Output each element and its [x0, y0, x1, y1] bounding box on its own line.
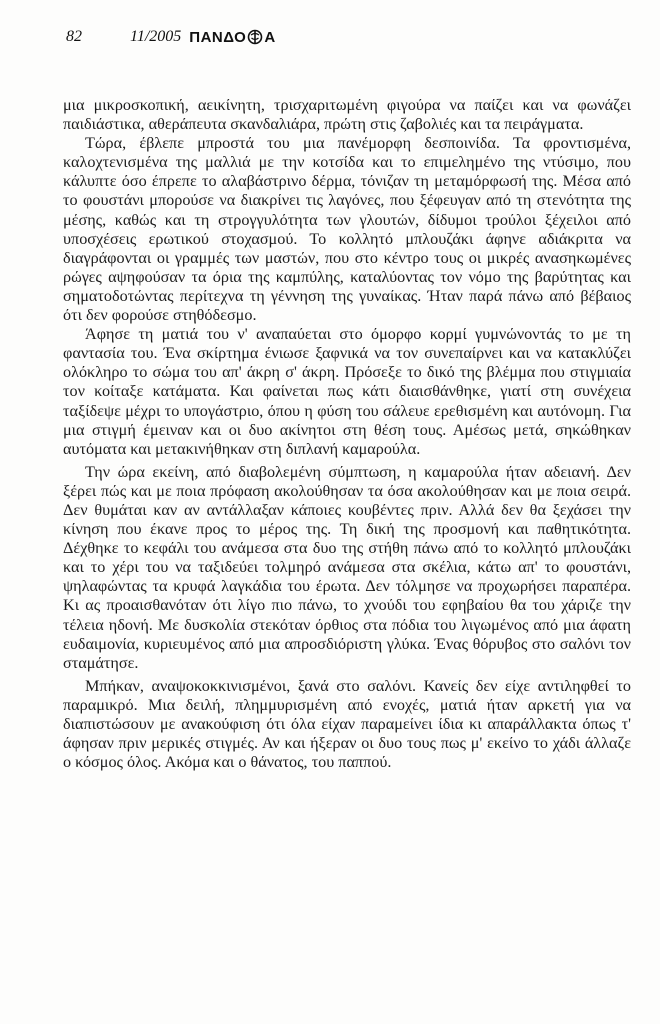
article-body	[63, 96, 631, 772]
paragraph-3: Άφησε τη ματιά του ν' αναπαύεται στο όμορφο κορμί γυμνώνοντάς το με τη φαντασία του. Ένα σκίρτημα ένιωσε ξαφνικά να τον συνεπαίρνει και να κατακλύζει ολόκληρο το σώμα του απ' άκρη σ' άκρη. Πρόσεξε το δικό της βλέμμα που στιγμιαία τον κοίταξε κατάματα. Και φαίνεται πως κάτι διαισθάνθηκε, γιατί στη συνέχεια ταξίδεψε μέχρι το υπογάστριο, όπου η φύση του σάλευε ερεθισμένη και αυτόνομη. Για μια στιγμή έμειναν και οι δυο ακίνητοι στη θέση τους. Αμέσως μετά, σηκώθηκαν αυτόματα και μετακινήθηκαν στη διπλανή καμαρούλα.	[63, 325, 631, 458]
paragraph-1: μια μικροσκοπική, αεικίνητη, τρισχαριτωμένη φιγούρα να παίζει και να φωνάζει παιδιάστικα, αθεράπευτα σκανδαλιάρα, πρώτη στις ζαβολιές και τα πειράγματα.	[63, 96, 631, 134]
magazine-title-right: Α	[264, 28, 276, 46]
magazine-title-left: ΠΑΝΔΟ	[189, 28, 247, 46]
pandora-logo-icon	[247, 29, 263, 45]
magazine-title	[189, 29, 275, 46]
paragraph-2: Τώρα, έβλεπε μπροστά του μια πανέμορφη δεσποινίδα. Τα φροντισμένα, καλοχτενισμένα της μαλλιά με την κοτσίδα και το επιμελημένο της ντύσιμο, που κάλυπτε όσο έπρεπε το αλαβάστρινο δέρμα, τόνιζαν τη μεταμόρφωσή της. Μέσα από το φουστάνι μπορούσε να διακρίνει τις λαγόνες, που ξέφευγαν από τη στενότητα της μέσης, καθώς και τη στρογγυλότητα των γλουτών, δίδυμοι τρούλοι ξέχειλοι από υποσχέσεις ερωτικού στοχασμού. Το κολλητό μπλουζάκι άφηνε αδιάκριτα να διαγράφονται οι γραμμές των μαστών, που στο κέντρο τους οι μικρές ανασηκωμένες ρώγες αψηφούσαν τα όρια της καμπύλης, καταλύοντας τον νόμο της βαρύτητας και σηματοδοτώντας περίτεχνα τη γέννηση της γυναίκας. Ήταν παρά πάνω από βέβαιος ότι δεν φορούσε στηθόδεσμο.	[63, 134, 631, 325]
paragraph-4: Την ώρα εκείνη, από διαβολεμένη σύμπτωση, η καμαρούλα ήταν αδειανή. Δεν ξέρει πώς και με ποια πρόφαση ακολούθησαν τα όσα ακολούθησαν και με ποια σειρά. Δεν θυμάται καν αν αντάλλαξαν κάποιες κουβέντες πριν. Αλλά δεν θα ξεχάσει την κίνηση που έκανε προς το μέρος της. Τη δική της προσμονή και παθητικότητα. Δέχθηκε το κεφάλι του ανάμεσα στα δυο της στήθη πάνω από το κολλητό μπλουζάκι και το χέρι του να ταξιδεύει τολμηρό ανάμεσα στα σκέλια, κάτω απ' το φουστάνι, ψηλαφώντας τα κρυφά λαγκάδια του έρωτα. Δεν τόλμησε να προχωρήσει παραπέρα. Κι ας προαισθανόταν ότι λίγο πιο πάνω, το χνούδι του εφηβαίου θα του χάριζε την τέλεια ηδονή. Με δυσκολία στεκόταν όρθιος στα πόδια του λιγωμένος από μια άφατη ευδαιμονία, κυριευμένος από μια απροσδιόριστη γλύκα. Ένας θόρυβος στο σαλόνι τον σταμάτησε.	[63, 462, 631, 672]
issue-date: 11/2005	[130, 28, 182, 45]
page-header	[66, 26, 276, 48]
page-number: 82	[66, 28, 82, 45]
paragraph-5: Μπήκαν, αναψοκοκκινισμένοι, ξανά στο σαλόνι. Κανείς δεν είχε αντιληφθεί το παραμικρό. Μια δειλή, πλημμυρισμένη από ενοχές, ματιά ήταν αρκετή για να διαπιστώσουν με ανακούφιση ότι όλα είχαν παραμείνει ίδια κι απαράλλακτα όπως τ' άφησαν πριν μερικές στιγμές. Αν και ήξεραν οι δυο τους πως μ' εκείνο το χάδι άλλαζε ο κόσμος όλος. Ακόμα και ο θάνατος, του παππού.	[63, 676, 631, 772]
